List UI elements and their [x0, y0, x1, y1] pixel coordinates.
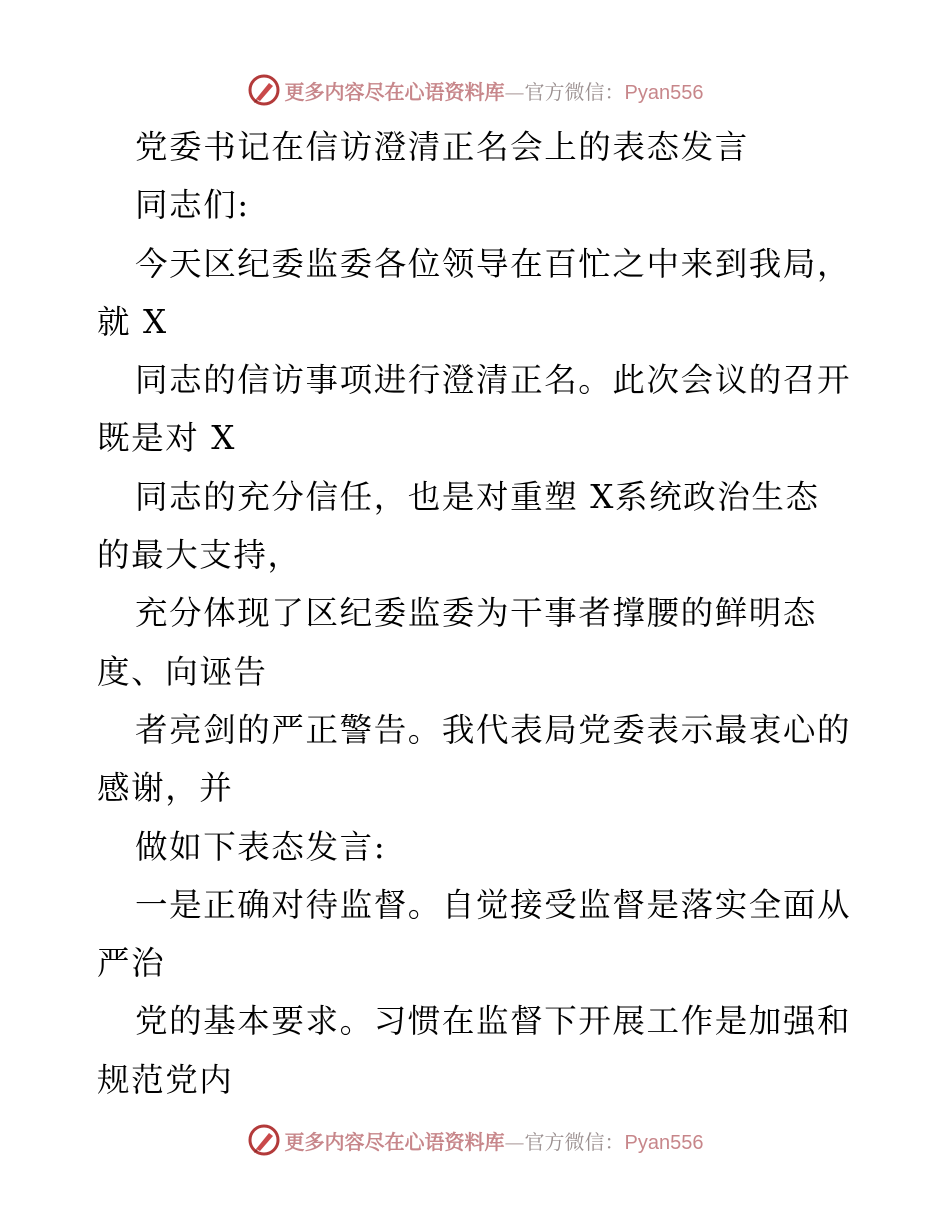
pen-logo-icon — [247, 1123, 281, 1157]
header-dash: — — [504, 79, 525, 104]
footer-wechat-label: 官方微信： — [524, 1129, 625, 1154]
doc-line: 一是正确对待监督。自觉接受监督是落实全面从 — [135, 885, 852, 924]
footer-site-text: 更多内容尽在心语资料库 — [284, 1129, 505, 1154]
header-wechat-label: 官方微信： — [524, 79, 625, 104]
footer-wechat-id: Pyan556 — [624, 1131, 704, 1154]
doc-line: 今天区纪委监委各位领导在百忙之中来到我局， — [135, 244, 852, 283]
header-wechat-id: Pyan556 — [624, 81, 704, 104]
doc-line: 就 X — [97, 302, 168, 341]
doc-line: 同志的充分信任，也是对重塑 X系统政治生态 — [135, 477, 820, 516]
footer-banner — [0, 1120, 950, 1160]
doc-line: 党的基本要求。习惯在监督下开展工作是加强和 — [135, 1002, 852, 1041]
doc-line: 同志的信访事项进行澄清正名。此次会议的召开 — [135, 361, 852, 400]
footer-dash: — — [504, 1129, 525, 1154]
document-body — [97, 118, 897, 1109]
doc-line: 充分体现了区纪委监委为干事者撑腰的鲜明态 — [135, 594, 818, 633]
doc-line: 严治 — [97, 944, 166, 983]
doc-line: 做如下表态发言: — [135, 827, 387, 866]
footer-banner-text — [285, 1126, 704, 1155]
doc-line: 的最大支持， — [97, 536, 302, 575]
header-site-text: 更多内容尽在心语资料库 — [284, 79, 505, 104]
doc-line: 规范党内 — [97, 1060, 234, 1099]
doc-line: 感谢，并 — [97, 769, 234, 808]
pen-logo-icon — [247, 73, 281, 107]
doc-line: 者亮剑的严正警告。我代表局党委表示最衷心的 — [135, 710, 852, 749]
doc-salutation: 同志们: — [135, 186, 250, 225]
header-banner-text — [285, 76, 704, 105]
header-banner — [0, 70, 950, 110]
doc-title: 党委书记在信访澄清正名会上的表态发言 — [135, 128, 749, 166]
doc-line: 度、向诬告 — [97, 652, 268, 691]
doc-line: 既是对 X — [97, 419, 236, 458]
